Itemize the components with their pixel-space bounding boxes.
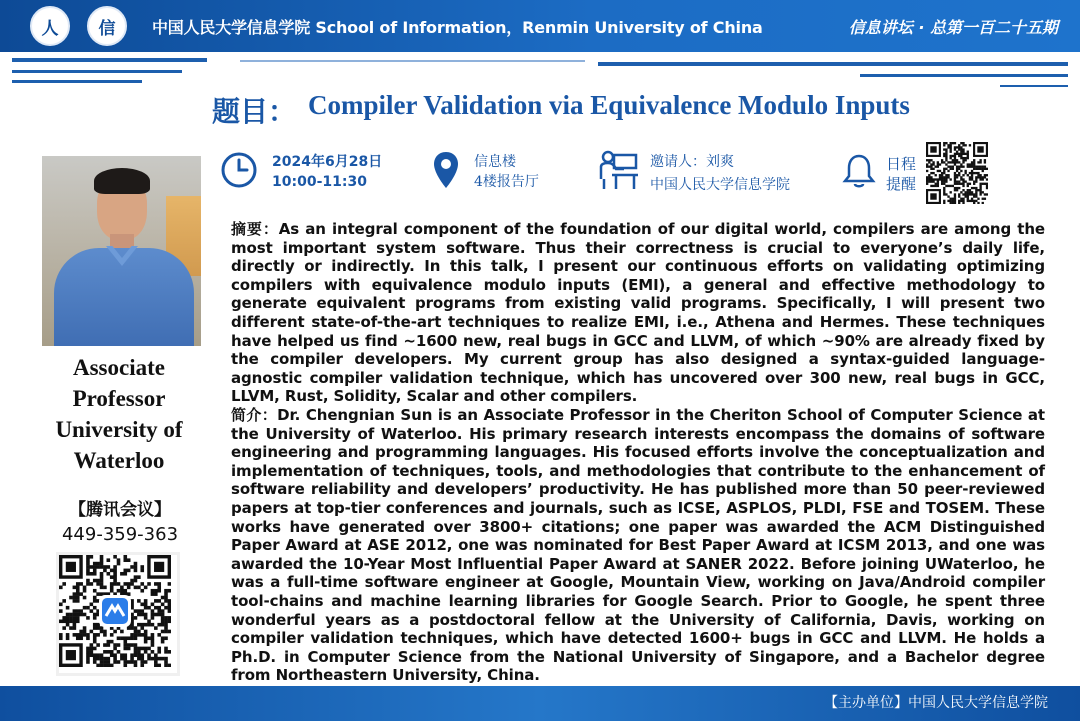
meeting-qr-code[interactable] [56, 552, 180, 676]
bio-paragraph [231, 406, 1045, 685]
title-prefix: 题目： [212, 95, 297, 128]
bio-text: Dr. Chengnian Sun is an Associate Professor in the Cheriton School of Computer Science at the University of Waterloo. His primary research interests encompass the domains of software engineering and programming languages. His focused efforts involve the conceptualization and implementation of techniques, tools, and methodologies that contribute to the enhancement of software reliability and developers’ productivity. He has published more than 50 peer-reviewed papers at top-tier conferences and journals, such as ICSE, ASPLOS, PLDI, FSE and TOSEM. These works have generated over 3800+ citations; one paper was awarded the ACM Distinguished Paper Award at ASE 2012, one was nominated for Best Paper Award at ICSM 2013, and one was awarded the 10-Year Most Influential Paper Award at SANER 2022. Before joining UWaterloo, he was a full-time software engineer at Google, Mountain View, working on Java/Android compiler tool-chains and machine learning libraries for Google Search. Prior to Google, he spent three wonderful years as a postdoctoral fellow at the University of California, Davis, working on compiler validation techniques, which have detected 1600+ bugs in GCC and LLVM. He holds a Ph.D. in Computer Science from the National University of Singapore, and a Bachelor degree from Northeastern University, China. [231, 406, 1045, 685]
speaker-photo [42, 156, 201, 346]
abstract-label: 摘要： [231, 220, 279, 238]
renmin-university-logo: 人 [30, 6, 70, 46]
decorative-stripes [0, 52, 1080, 92]
tencent-meeting-label: 【腾讯会议】 [69, 500, 171, 520]
event-room: 4楼报告厅 [474, 174, 539, 190]
clock-icon [220, 151, 258, 189]
speaker-affiliation: Associate Professor University of Waterloo [55, 355, 183, 473]
reminder-label-1: 日程 [886, 155, 917, 173]
event-building: 信息楼 [474, 154, 516, 170]
school-of-information-logo: 信 [87, 6, 127, 46]
talk-title: Compiler Validation via Equivalence Modulo Inputs [308, 90, 910, 120]
bell-icon [842, 152, 876, 190]
event-time: 10:00-11:30 [272, 174, 367, 190]
schedule-reminder-qr-code[interactable] [926, 142, 988, 204]
abstract-paragraph [231, 220, 1045, 406]
meeting-id: 449-359-363 [61, 524, 179, 545]
location-pin-icon [432, 150, 460, 190]
reminder-label-2: 提醒 [886, 175, 917, 193]
inviter: 邀请人：刘爽 [650, 154, 734, 170]
inviter-organization: 中国人民大学信息学院 [650, 177, 790, 193]
bio-label: 简介： [231, 406, 278, 424]
host-organization: 【主办单位】中国人民大学信息学院 [824, 695, 1048, 711]
event-date: 2024年6月28日 [272, 154, 383, 170]
school-name: 中国人民大学信息学院 School of Information，Renmin University of China [152, 18, 763, 37]
presenter-desk-icon [598, 149, 640, 191]
forum-issue-label: 信息讲坛 · 总第一百二十五期 [848, 18, 1058, 37]
abstract-text: As an integral component of the foundation of our digital world, compilers are among the most important system software. Thus their correctness is crucial to everyone’s daily life, directly or indirectly. In this talk, I present our continuous efforts on validating optimizing compilers with equivalence modulo inputs (EMI), a general and effective methodology to generate equivalent programs from existing valid programs. Specifically, I will present two different state-of-the-art techniques to realize EMI, i.e., Athena and Hermes. These techniques have helped us find ~1600 new, real bugs in GCC and LLVM, of which ~90% are already fixed by the compiler developers. My current group has also designed a syntax-guided language-agnostic compiler validation technique, which has uncovered over 300 new, real bugs in GCC, LLVM, Rust, Solidity, Scalar and other compilers. [231, 220, 1045, 406]
